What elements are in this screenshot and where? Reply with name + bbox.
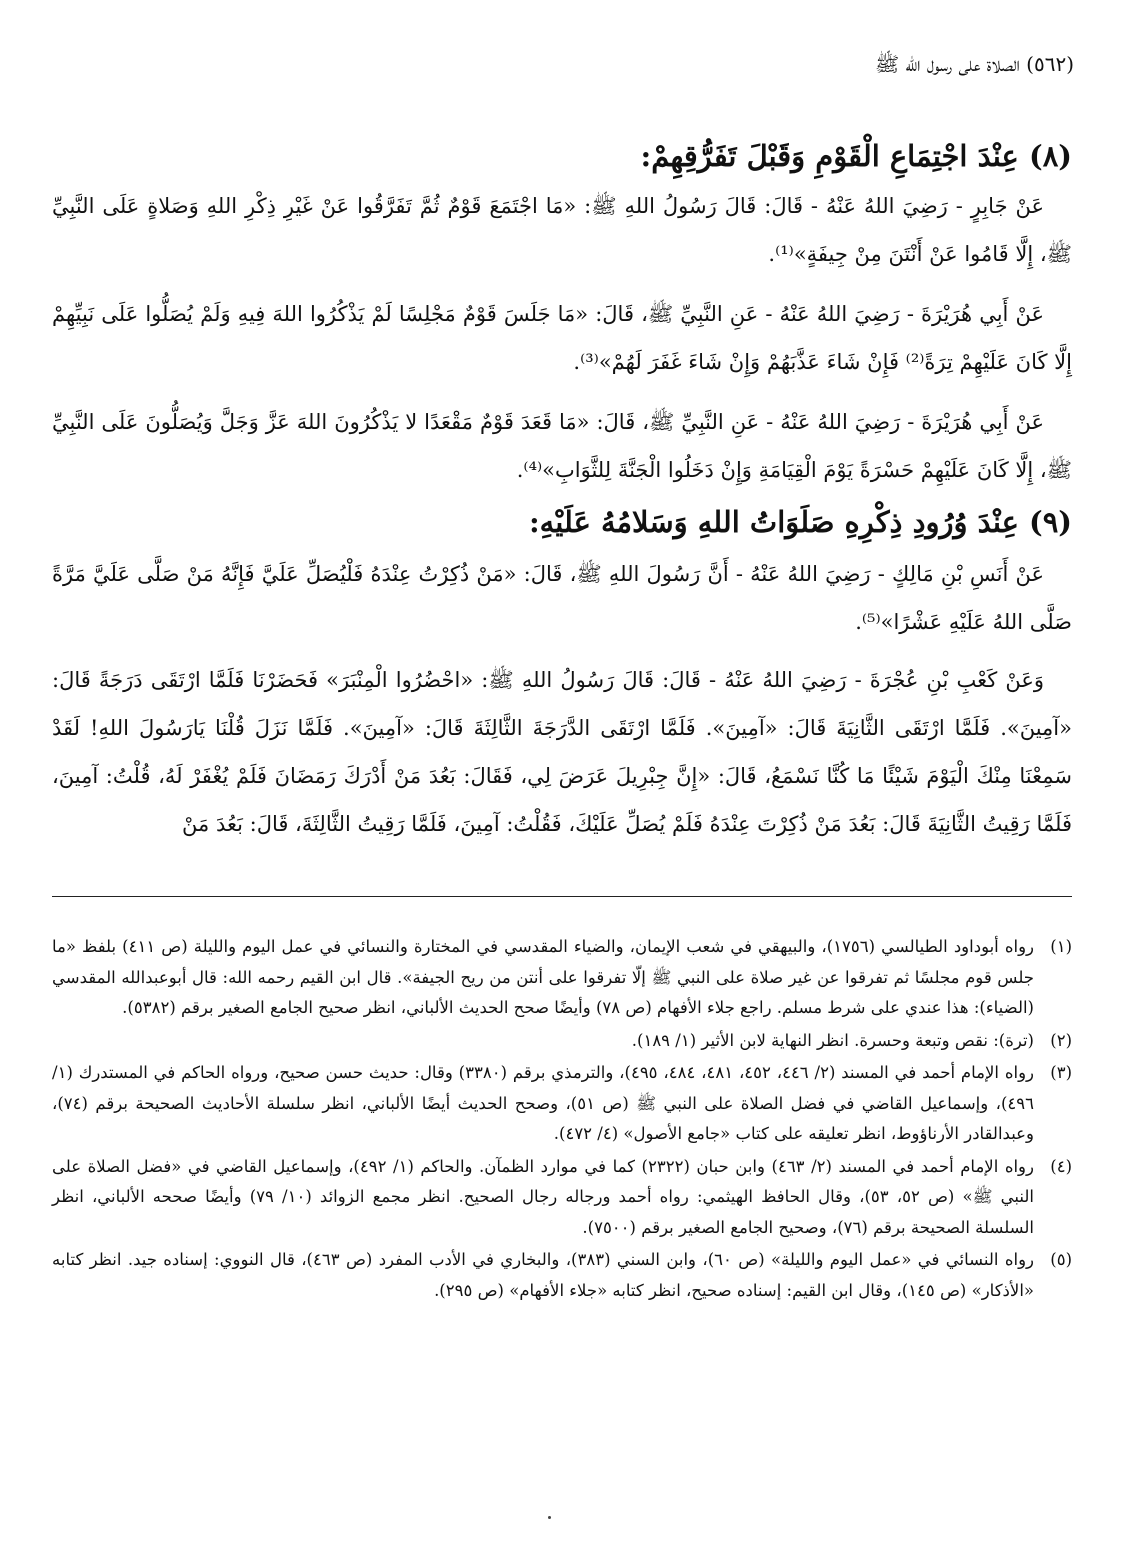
running-header: (٥٦٢) الصلاة على رسول الله ﷺ: [875, 52, 1074, 76]
footnote-number: (١): [1050, 937, 1072, 956]
footnote-text: رواه أبوداود الطيالسي (١٧٥٦)، والبيهقي في شعب الإيمان، والضياء المقدسي في المختارة والنسائي في عمل اليوم والليلة (ص ٤١١) بلفظ «ما جلس قوم مجلسًا ثم تفرقوا عن غير صلاة على النبي ﷺ إلّا تفرقوا على أنتن من ريح الجيفة». قال ابن القيم رحمه الله: قال أبوعبدالله المقدسي (الضياء): هذا عندي على شرط مسلم. راجع جلاء الأفهام (ص ٧٨) وأيضًا صحح الحديث الألباني، انظر صحيح الجامع الصغير برقم (٥٣٨٢).: [52, 937, 1035, 1017]
body-paragraph: عَنْ أَبِي هُرَيْرَةَ - رَضِيَ اللهُ عَنْهُ - عَنِ النَّبِيِّ ﷺ، قَالَ: «مَا جَلَسَ قَوْمٌ مَجْلِسًا لَمْ يَذْكُرُوا اللهَ فِيهِ وَلَمْ يُصَلُّوا عَلَى نَبِيِّهِمْ إِلَّا كَانَ عَلَيْهِمْ تِرَةً⁽²⁾ فَإِنْ شَاءَ عَذَّبَهُمْ وَإِنْ شَاءَ غَفَرَ لَهُمْ»⁽³⁾.: [52, 302, 1072, 374]
footnotes: [52, 932, 1072, 1308]
body-paragraph: عَنْ أَبِي هُرَيْرَةَ - رَضِيَ اللهُ عَنْهُ - عَنِ النَّبِيِّ ﷺ، قَالَ: «مَا قَعَدَ قَوْمٌ مَقْعَدًا لا يَذْكُرُونَ اللهَ عَزَّ وَجَلَّ وَيُصَلُّونَ عَلَى النَّبِيِّ ﷺ، إِلَّا كَانَ عَلَيْهِمْ حَسْرَةً يَوْمَ الْقِيَامَةِ وَإِنْ دَخَلُوا الْجَنَّةَ لِلثَّوَابِ»⁽⁴⁾.: [52, 410, 1072, 482]
section-heading-9: (٩) عِنْدَ وُرُودِ ذِكْرِهِ صَلَوَاتُ اللهِ وَسَلامُهُ عَلَيْهِ:: [528, 505, 1072, 539]
footnote-number: (٥): [1050, 1250, 1072, 1269]
footnote: [52, 932, 1072, 1024]
footnote-number: (٤): [1050, 1156, 1072, 1176]
footnote-text: رواه النسائي في «عمل اليوم والليلة» (ص ٦٠)، وابن السني (٣٨٣)، والبخاري في الأدب المفرد (ص ٤٦٣)، قال النووي: إسناده جيد. انظر كتابه «الأذكار» (ص ١٤٥)، وقال ابن القيم: إسناده صحيح، انظر كتابه «جلاء الأفهام» (ص ٢٩٥).: [52, 1250, 1035, 1300]
body-paragraph: عَنْ أَنَسِ بْنِ مَالِكٍ - رَضِيَ اللهُ عَنْهُ - أَنَّ رَسُولَ اللهِ ﷺ، قَالَ: «مَنْ ذُكِرْتُ عِنْدَهُ فَلْيُصَلِّ عَلَيَّ فَإِنَّهُ مَنْ صَلَّى عَلَيَّ مَرَّةً صَلَّى اللهُ عَلَيْهِ عَشْرًا»⁽⁵⁾.: [52, 562, 1072, 634]
footnote-text: (ترة): نقص وتبعة وحسرة. انظر النهاية لابن الأثير (١/ ١٨٩).: [631, 1030, 1034, 1050]
section-heading-8: (٨) عِنْدَ اجْتِمَاعِ الْقَوْمِ وَقَبْلَ تَفَرُّقِهِمْ:: [640, 139, 1072, 173]
footnote-separator: [52, 896, 1072, 897]
footnote-number: (٣): [1050, 1063, 1072, 1082]
footnote: [52, 1026, 1072, 1057]
footnote: [52, 1152, 1072, 1244]
footnote: [52, 1058, 1072, 1150]
footnote-text: رواه الإمام أحمد في المسند (٢/ ٤٤٦، ٤٥٢، ٤٨١، ٤٨٤، ٤٩٥)، والترمذي برقم (٣٣٨٠) وقال: حديث حسن صحيح، ورواه الحاكم في المستدرك (١/ ٤٩٦)، وإسماعيل القاضي في فضل الصلاة على النبي ﷺ (ص ٥١)، وصحح الحديث أيضًا الألباني، انظر سلسلة الأحاديث الصحيحة برقم (٧٤)، وعبدالقادر الأرناؤوط، انظر تعليقه على كتاب «جامع الأصول» (٤/ ٤٧٢).: [52, 1063, 1035, 1143]
footnote: [52, 1245, 1072, 1306]
body-paragraph: وَعَنْ كَعْبِ بْنِ عُجْرَةَ - رَضِيَ اللهُ عَنْهُ - قَالَ: قَالَ رَسُولُ اللهِ ﷺ: «احْضُرُوا الْمِنْبَرَ» فَحَضَرْنَا فَلَمَّا ارْتَقَى دَرَجَةً قَالَ: «آمِينَ». فَلَمَّا ارْتَقَى الثَّانِيَةَ قَالَ: «آمِينَ». فَلَمَّا ارْتَقَى الدَّرَجَةَ الثَّالِثَةَ قَالَ: «آمِينَ». فَلَمَّا نَزَلَ قُلْنَا يَارَسُولَ اللهِ! لَقَدْ سَمِعْنَا مِنْكَ الْيَوْمَ شَيْئًا مَا كُنَّا نَسْمَعُ، قَالَ: «إِنَّ جِبْرِيلَ عَرَضَ لِي، فَقَالَ: بَعُدَ مَنْ أَدْرَكَ رَمَضَانَ فَلَمْ يُغْفَرْ لَهُ، قُلْتُ: آمِينَ، فَلَمَّا رَقِيتُ الثَّانِيَةَ قَالَ: بَعُدَ مَنْ ذُكِرْتَ عِنْدَهُ فَلَمْ يُصَلِّ عَلَيْكَ، فَقُلْتُ: آمِينَ، فَلَمَّا رَقِيتُ الثَّالِثَةَ، قَالَ: بَعُدَ مَنْ: [52, 668, 1072, 836]
page-marker-dot: [548, 1516, 551, 1519]
footnote-text: رواه الإمام أحمد في المسند (٢/ ٤٦٣) وابن حبان (٢٣٢٢) كما في موارد الظمآن. والحاكم (١/ ٤٩٢)، وإسماعيل القاضي في «فضل الصلاة على النبي ﷺ» (ص ٥٢، ٥٣)، وقال الحافظ الهيثمي: رواه أحمد ورجاله رجال الصحيح. انظر مجمع الزوائد (١٠/ ٧٩) وأيضًا صححه الألباني، انظر السلسلة الصحيحة برقم (٧٦)، وصحيح الجامع الصغير برقم (٧٥٠٠).: [52, 1156, 1034, 1237]
body-paragraph: عَنْ جَابِرٍ - رَضِيَ اللهُ عَنْهُ - قَالَ: قَالَ رَسُولُ اللهِ ﷺ: «مَا اجْتَمَعَ قَوْمٌ ثُمَّ تَفَرَّقُوا عَنْ غَيْرِ ذِكْرِ اللهِ وَصَلاةٍ عَلَى النَّبِيِّ ﷺ، إِلَّا قَامُوا عَنْ أَنْتَنَ مِنْ جِيفَةٍ»⁽¹⁾.: [52, 194, 1072, 266]
footnote-number: (٢): [1050, 1030, 1072, 1050]
